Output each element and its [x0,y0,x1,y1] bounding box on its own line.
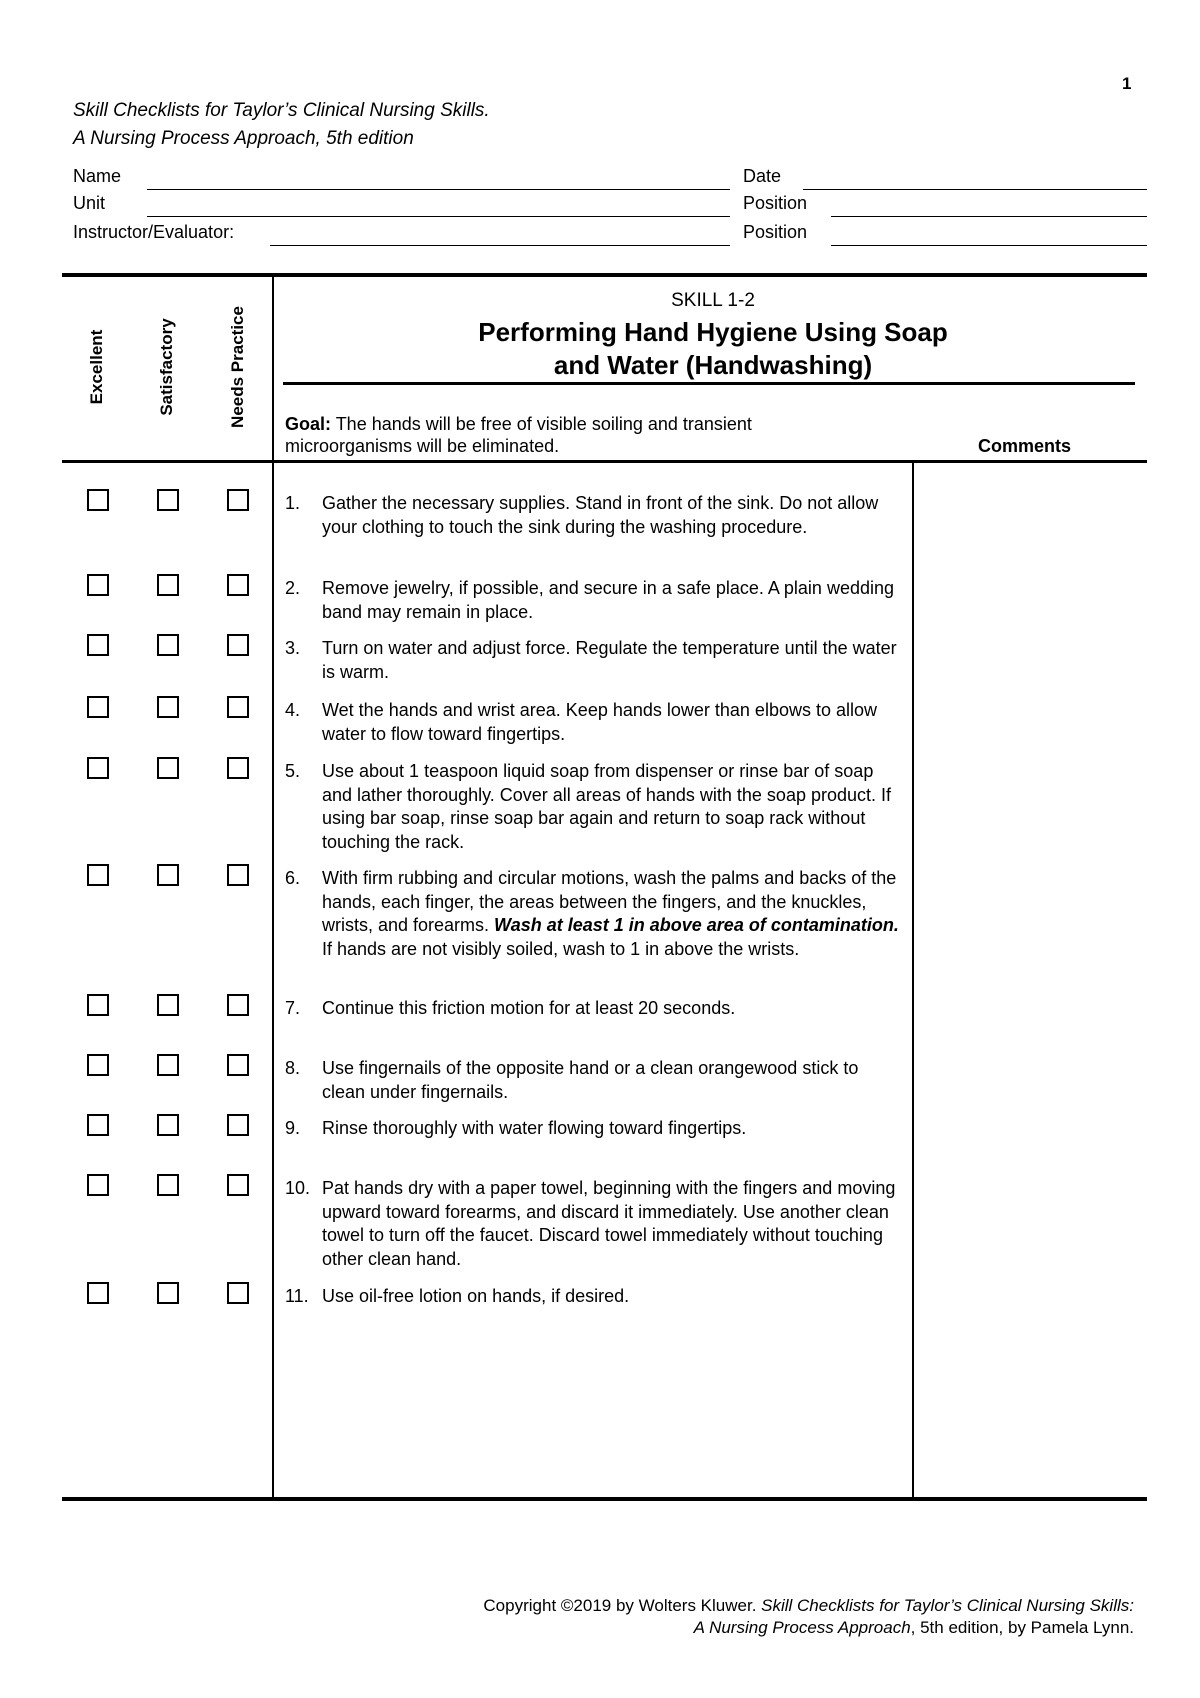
position-field[interactable] [831,216,1147,217]
date-label: Date [743,166,782,186]
table-bottom-rule [62,1497,1147,1501]
checkbox-needs-practice[interactable] [227,1174,249,1196]
checkbox-excellent[interactable] [87,696,109,718]
step-text: Turn on water and adjust force. Regulate the temperature until the water is warm. [322,638,897,682]
step-item [285,867,905,961]
header-satisfactory: Satisfactory [157,318,176,416]
step-text: Continue this friction motion for at least 20 seconds. [322,998,736,1018]
copyright-line1 [300,1595,1134,1617]
checkbox-satisfactory[interactable] [157,696,179,718]
position-label-2: Position [743,222,808,242]
step-text: Wet the hands and wrist area. Keep hands lower than elbows to allow water to flow toward fingertips. [322,700,877,744]
step-number: 7. [285,998,301,1018]
step-text: Use oil-free lotion on hands, if desired. [322,1286,630,1306]
checkbox-needs-practice[interactable] [227,696,249,718]
copyright-book-subtitle: A Nursing Process Approach [693,1618,911,1637]
checkbox-satisfactory[interactable] [157,1174,179,1196]
checkbox-excellent[interactable] [87,574,109,596]
checkbox-excellent[interactable] [87,634,109,656]
checkbox-excellent[interactable] [87,1054,109,1076]
step-item [285,1117,905,1141]
step-emphasis: Wash at least 1 in above area of contamination. [494,915,899,935]
header-bottom-rule [62,460,1147,463]
checkbox-needs-practice[interactable] [227,634,249,656]
checkbox-needs-practice[interactable] [227,994,249,1016]
step-text: Pat hands dry with a paper towel, beginning with the fingers and moving upward toward forearms, and discard it immediately. Use another clean towel to turn off the faucet. Discard towel immediately without touching other clean hand. [322,1178,896,1269]
step-number: 11. [285,1286,309,1306]
step-item [285,997,905,1021]
step-text [322,867,905,961]
checkbox-excellent[interactable] [87,1282,109,1304]
checkbox-excellent[interactable] [87,1114,109,1136]
instructor-label: Instructor/Evaluator: [73,222,235,242]
name-label: Name [73,166,122,186]
position-field-2[interactable] [831,245,1147,246]
step-number: 4. [285,700,301,720]
checkbox-needs-practice[interactable] [227,757,249,779]
unit-label: Unit [73,193,106,213]
header-needs-practice: Needs Practice [228,306,247,428]
step-text: Use fingernails of the opposite hand or a clean orangewood stick to clean under fingernails. [322,1058,859,1102]
copyright-line2 [300,1617,1134,1639]
checkbox-satisfactory[interactable] [157,864,179,886]
checkbox-needs-practice[interactable] [227,1054,249,1076]
step-item [285,699,905,746]
checkbox-excellent[interactable] [87,1174,109,1196]
copyright-book-title: Skill Checklists for Taylor’s Clinical Nursing Skills: [761,1596,1134,1615]
checkbox-satisfactory[interactable] [157,1114,179,1136]
checkbox-satisfactory[interactable] [157,1282,179,1304]
book-title: Skill Checklists for Taylor’s Clinical Nursing Skills. [73,100,490,121]
step-text-part: With firm rubbing and circular motions, wash the palms and backs of the hands, each finger, the areas between the fingers, and the knuckles, wrists, and forearms. [322,868,897,935]
checkbox-needs-practice[interactable] [227,489,249,511]
step-item [285,492,905,539]
comments-divider [912,463,914,1499]
copyright-author: , 5th edition, by Pamela Lynn. [910,1618,1134,1637]
checkbox-satisfactory[interactable] [157,1054,179,1076]
step-number: 1. [285,493,301,513]
step-text: Rinse thoroughly with water flowing toward fingertips. [322,1118,747,1138]
name-field[interactable] [147,189,730,190]
checkbox-needs-practice[interactable] [227,1282,249,1304]
step-number: 8. [285,1058,301,1078]
copyright-text: Copyright ©2019 by Wolters Kluwer. [483,1596,762,1615]
checkbox-satisfactory[interactable] [157,994,179,1016]
page-number: 1 [1122,74,1132,93]
skill-title-line2: and Water (Handwashing) [553,350,873,380]
step-item [285,1177,905,1271]
step-number: 10. [285,1178,311,1198]
step-text-part: If hands are not visibly soiled, wash to 1 in above the wrists. [322,938,800,959]
header-excellent: Excellent [87,329,106,405]
step-text: Remove jewelry, if possible, and secure in a safe place. A plain wedding band may remain in place. [322,578,894,622]
checkbox-excellent[interactable] [87,994,109,1016]
checkbox-satisfactory[interactable] [157,489,179,511]
title-underline [283,382,1135,385]
step-text: Gather the necessary supplies. Stand in front of the sink. Do not allow your clothing to touch the sink during the washing procedure. [322,493,879,537]
checkbox-excellent[interactable] [87,864,109,886]
checkbox-excellent[interactable] [87,757,109,779]
checkbox-needs-practice[interactable] [227,864,249,886]
skill-title-line1: Performing Hand Hygiene Using Soap [478,317,948,347]
checkbox-needs-practice[interactable] [227,574,249,596]
goal-label: Goal: [285,414,332,434]
step-item [285,760,905,854]
goal-body: The hands will be free of visible soiling and transient microorganisms will be eliminated. [285,414,752,456]
step-item [285,637,905,684]
step-item [285,577,905,624]
step-number: 3. [285,638,301,658]
checkbox-satisfactory[interactable] [157,634,179,656]
skill-number: SKILL 1-2 [671,290,755,311]
goal-text [285,413,845,457]
book-subtitle: A Nursing Process Approach, 5th edition [73,128,414,149]
step-number: 5. [285,761,301,781]
checkbox-satisfactory[interactable] [157,757,179,779]
unit-field[interactable] [147,216,730,217]
checkbox-satisfactory[interactable] [157,574,179,596]
table-top-rule [62,273,1147,277]
instructor-field[interactable] [270,245,730,246]
position-label: Position [743,193,808,213]
comments-header: Comments [978,436,1072,456]
step-number: 9. [285,1118,301,1138]
step-item [285,1285,905,1309]
step-item [285,1057,905,1104]
checkbox-excellent[interactable] [87,489,109,511]
step-number: 6. [285,868,301,888]
checkbox-needs-practice[interactable] [227,1114,249,1136]
step-text: Use about 1 teaspoon liquid soap from dispenser or rinse bar of soap and lather thoroughly. Cover all areas of hands with the soap product. If using bar soap, rinse soap bar again and return to soap rack without touching the rack. [322,761,892,852]
step-number: 2. [285,578,301,598]
date-field[interactable] [803,189,1147,190]
